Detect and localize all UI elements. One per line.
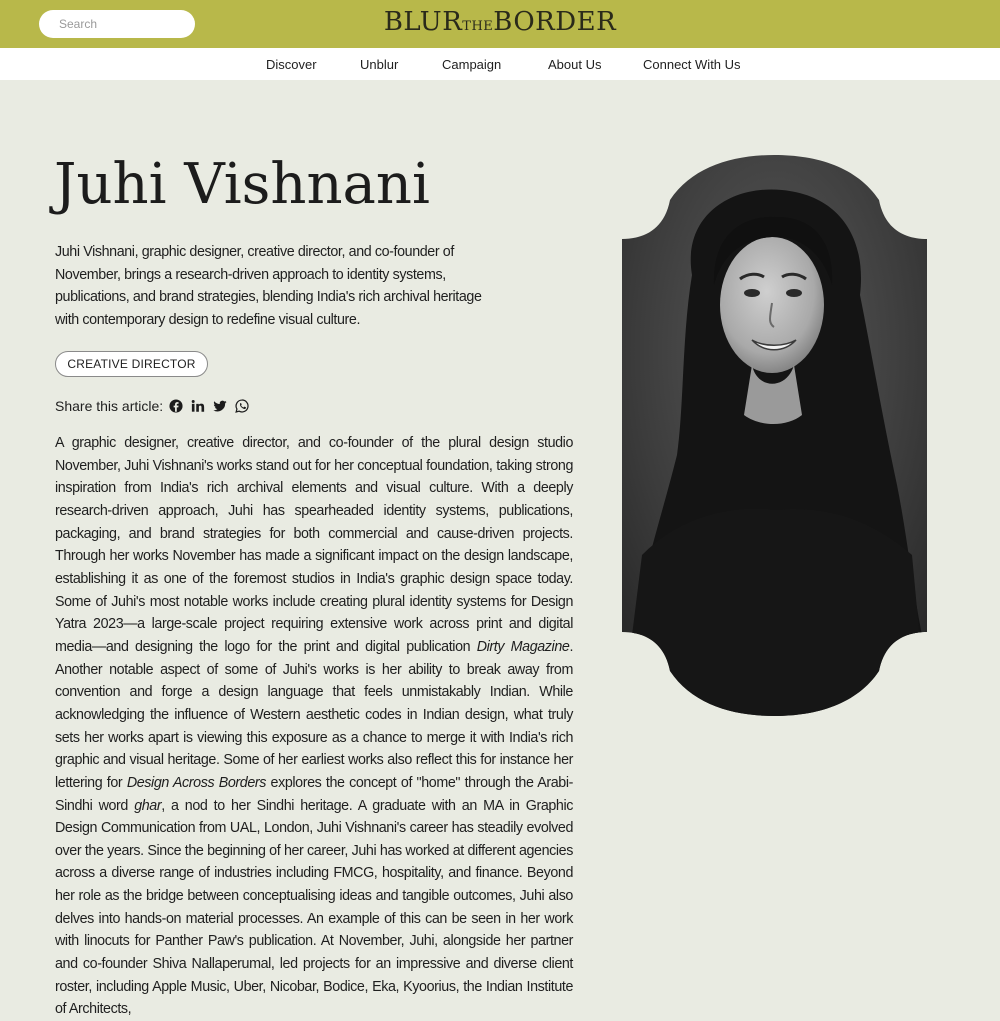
linkedin-icon[interactable] xyxy=(191,399,205,413)
article-intro: Juhi Vishnani, graphic designer, creative director, and co-founder of November, brings a research-driven approach to identity systems, publications, and brand strategies, blending India's rich archival heritage with contemporary design to redefine visual culture. xyxy=(55,244,482,329)
site-logo[interactable] xyxy=(0,7,1000,37)
body-part-4: , a nod to her Sindhi heritage. A graduate with an MA in Graphic Design Communication from UAL, London, Juhi Vishnani's career has steadily evolved over the years. Since the beginning of her career, Juhi has worked at different agencies across a diverse range of industries including FMCG, hospitality, and finance. Beyond her role as the bridge between conceptualising ideas and tangible outcomes, Juhi also delves into hands-on material processes. An example of this can be seen in her work with linocuts for Panther Paw's publication. At November, Juhi, alongside her partner and co-founder Shiva Nallaperumal, led projects for an impressive and diverse client roster, including Apple Music, Uber, Nicobar, Bodice, Eka, Kyoorius, the Indian Institute of Architects, xyxy=(55,797,574,1018)
article-title: Juhi Vishnani xyxy=(54,152,430,217)
portrait-photo xyxy=(622,155,927,716)
share-label: Share this article: xyxy=(55,398,164,414)
body-emphasis-dirty-magazine: Dirty Magazine xyxy=(476,638,570,655)
article-body xyxy=(55,432,573,1021)
share-bar xyxy=(55,397,257,415)
nav-connect-with-us[interactable]: Connect With Us xyxy=(643,57,741,72)
nav-campaign[interactable]: Campaign xyxy=(442,57,502,72)
nav-unblur[interactable]: Unblur xyxy=(360,57,399,72)
top-header xyxy=(0,0,1000,48)
facebook-icon[interactable] xyxy=(169,399,183,413)
body-part-2: . Another notable aspect of some of Juhi's works is her ability to break away from convention and forge a design language that feels unmistakably Indian. While acknowledging the influence of Western aesthetic codes in Indian design, what truly sets her works apart is viewing this exposure as a chance to merge it with India's rich graphic and visual heritage. Some of her earliest works also reflect this for instance her lettering for xyxy=(55,638,574,791)
body-part-3: explores the concept of "home" through the Arabi-Sindhi word xyxy=(55,774,573,814)
logo-part-border: BORDER xyxy=(493,7,617,37)
main-nav xyxy=(0,48,1000,80)
whatsapp-icon[interactable] xyxy=(235,399,249,413)
logo-part-the: THE xyxy=(462,19,494,34)
portrait-image xyxy=(622,155,927,716)
nav-discover[interactable]: Discover xyxy=(266,57,317,72)
body-part-1: A graphic designer, creative director, and co-founder of the plural design studio November, Juhi Vishnani's works stand out for her conceptual foundation, taking strong inspiration from India's rich archival elements and visual culture. With a deeply research-driven approach, Juhi has spearheaded identity systems, publications, packaging, and brand strategies for both commercial and cause-driven projects. Through her works November has made a significant impact on the design landscape, establishing it as one of the foremost studios in India's graphic design space today. Some of Juhi's most notable works include creating plural identity systems for Design Yatra 2023—a large-scale project requiring extensive work across print and digital media—and designing the logo for the print and digital publication xyxy=(55,435,573,655)
body-emphasis-ghar: ghar xyxy=(134,797,162,814)
nav-about-us[interactable]: About Us xyxy=(548,57,602,72)
logo-part-blur: BLUR xyxy=(383,7,463,37)
twitter-icon[interactable] xyxy=(213,399,227,413)
body-emphasis-design-across-borders: Design Across Borders xyxy=(126,774,266,791)
category-tag[interactable]: CREATIVE DIRECTOR xyxy=(55,351,208,377)
